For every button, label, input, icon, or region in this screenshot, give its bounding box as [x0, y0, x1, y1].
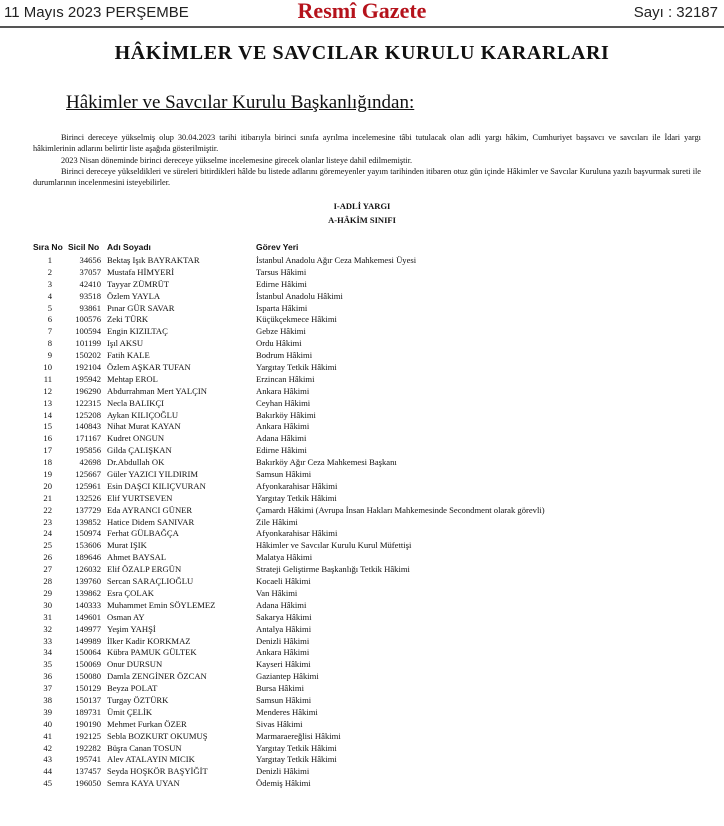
row-number: 17	[43, 445, 52, 456]
person-name: Fatih KALE	[107, 350, 150, 361]
registry-number: 150080	[75, 671, 101, 682]
person-name: Büşra Canan TOSUN	[107, 742, 182, 753]
row-number: 42	[43, 742, 52, 753]
table-row	[0, 505, 724, 517]
registry-number: 149989	[75, 635, 101, 646]
table-row	[0, 303, 724, 315]
duty-station: Ordu Hâkimi	[256, 338, 302, 349]
row-number: 1	[47, 255, 52, 265]
row-number: 2	[47, 266, 52, 277]
person-name: Pınar GÜR SAVAR	[107, 302, 175, 313]
row-number: 45	[43, 778, 52, 789]
table-row	[0, 493, 724, 505]
row-number: 10	[43, 362, 52, 373]
registry-number: 140843	[75, 421, 101, 432]
table-row	[0, 552, 724, 564]
duty-station: Adana Hâkimi	[256, 599, 307, 610]
issue-number: Sayı : 32187	[633, 4, 718, 21]
registry-number: 122315	[75, 397, 101, 408]
person-name: Yeşim YAHŞİ	[107, 623, 156, 634]
table-row	[0, 517, 724, 529]
table-row	[0, 564, 724, 576]
table-row	[0, 766, 724, 778]
registry-number: 42410	[79, 278, 101, 289]
duty-station: Afyonkarahisar Hâkimi	[256, 528, 338, 539]
table-row	[0, 528, 724, 540]
registry-number: 100594	[75, 326, 101, 337]
page-title: HÂKİMLER VE SAVCILAR KURULU KARARLARI	[114, 42, 610, 64]
registry-number: 189731	[75, 706, 101, 717]
table-row	[0, 291, 724, 303]
row-number: 37	[43, 683, 52, 694]
row-number: 13	[43, 397, 52, 408]
person-name: Tayyar ZÜMRÜT	[107, 278, 170, 289]
duty-station: Kocaeli Hâkimi	[256, 576, 311, 587]
person-name: Seyda HOŞKÖR BAŞYİĞİT	[107, 766, 208, 777]
registry-number: 192125	[75, 730, 101, 741]
column-header-sira: Sıra No	[33, 242, 63, 252]
registry-number: 150069	[75, 659, 101, 670]
person-name: Esra ÇOLAK	[107, 587, 155, 598]
duty-station: Ceyhan Hâkimi	[256, 397, 311, 408]
column-header-sicil: Sicil No	[68, 242, 100, 252]
registry-number: 137729	[75, 504, 101, 515]
person-name: Murat IŞIK	[107, 540, 147, 551]
registry-number: 125667	[75, 469, 101, 480]
row-number: 28	[43, 576, 52, 587]
registry-number: 190190	[75, 718, 101, 729]
person-name: Bektaş Işık BAYRAKTAR	[107, 255, 200, 265]
duty-station: Gaziantep Hâkimi	[256, 671, 319, 682]
row-number: 43	[43, 754, 52, 765]
person-name: Kudret ONGUN	[107, 433, 165, 444]
person-name: Ferhat GÜLBAĞÇA	[107, 528, 179, 539]
table-row	[0, 707, 724, 719]
registry-number: 139760	[75, 576, 101, 587]
table-row	[0, 255, 724, 267]
registry-number: 192282	[75, 742, 101, 753]
column-header-name: Adı Soyadı	[107, 242, 151, 252]
duty-station: Adana Hâkimi	[256, 433, 307, 444]
registry-number: 195741	[75, 754, 101, 765]
registry-number: 139862	[75, 587, 101, 598]
duty-station: Bodrum Hâkimi	[256, 350, 313, 361]
duty-station: Antalya Hâkimi	[256, 623, 312, 634]
duty-station: Sivas Hâkimi	[256, 718, 303, 729]
row-number: 44	[43, 766, 52, 777]
row-number: 16	[43, 433, 52, 444]
row-number: 11	[43, 373, 52, 384]
table-row	[0, 410, 724, 422]
person-name: Eda AYRANCI GÜNER	[107, 504, 193, 515]
duty-station: Isparta Hâkimi	[256, 302, 308, 313]
duty-station: Ankara Hâkimi	[256, 647, 310, 658]
person-name: Damla ZENGİNER ÖZCAN	[107, 671, 207, 682]
duty-station: Yargıtay Tetkik Hâkimi	[256, 742, 337, 753]
person-name: Alev ATALAYIN MICIK	[107, 754, 195, 765]
row-number: 22	[43, 504, 52, 515]
table-row	[0, 267, 724, 279]
registry-number: 192104	[75, 362, 101, 373]
duty-station: Bursa Hâkimi	[256, 683, 304, 694]
duty-station: Samsun Hâkimi	[256, 469, 312, 480]
duty-station: Kayseri Hâkimi	[256, 659, 311, 670]
row-number: 12	[43, 385, 52, 396]
registry-number: 137457	[75, 766, 101, 777]
row-number: 18	[43, 457, 52, 468]
registry-number: 189646	[75, 552, 101, 563]
duty-station: Zile Hâkimi	[256, 516, 298, 527]
issue-date: 11 Mayıs 2023 PERŞEMBE	[4, 4, 189, 21]
row-number: 20	[43, 480, 52, 491]
person-name: Beyza POLAT	[107, 683, 158, 694]
table-row	[0, 778, 724, 790]
person-name: Işıl AKSU	[107, 338, 144, 349]
person-name: Mustafa HİMYERİ	[107, 266, 175, 277]
table-row	[0, 279, 724, 291]
subsection-heading: A-HÂKİM SINIFI	[328, 215, 396, 225]
row-number: 3	[47, 278, 52, 289]
person-name: Esin DAŞCI KILIÇVURAN	[107, 480, 206, 491]
row-number: 15	[43, 421, 52, 432]
section-heading: I-ADLİ YARGI	[333, 201, 391, 211]
duty-station: Ödemiş Hâkimi	[256, 778, 311, 789]
table-header	[0, 242, 724, 254]
duty-station: Bakırköy Hâkimi	[256, 409, 316, 420]
table-row	[0, 754, 724, 766]
duty-station: Marmaraereğlisi Hâkimi	[256, 730, 341, 741]
registry-number: 150974	[75, 528, 101, 539]
table-row	[0, 362, 724, 374]
table-row	[0, 731, 724, 743]
table-row	[0, 612, 724, 624]
person-name: Engin KIZILTAÇ	[107, 326, 168, 337]
gazette-header	[0, 0, 724, 26]
row-number: 6	[47, 314, 52, 325]
table-row	[0, 445, 724, 457]
duty-station: Edirne Hâkimi	[256, 445, 307, 456]
table-row	[0, 588, 724, 600]
table-row	[0, 338, 724, 350]
institution-subtitle: Hâkimler ve Savcılar Kurulu Başkanlığından:	[66, 92, 415, 113]
registry-number: 149601	[75, 611, 101, 622]
person-name: Ahmet BAYSAL	[107, 552, 167, 563]
row-number: 8	[47, 338, 52, 349]
gazette-name: Resmî Gazete	[297, 0, 427, 23]
duty-station: Denizli Hâkimi	[256, 635, 310, 646]
registry-number: 196290	[75, 385, 101, 396]
table-row	[0, 719, 724, 731]
duty-station: Strateji Geliştirme Başkanlığı Tetkik Hâkimi	[256, 564, 410, 575]
registry-number: 150064	[75, 647, 101, 658]
row-number: 38	[43, 694, 52, 705]
person-name: Turgay ÖZTÜRK	[107, 694, 169, 705]
row-number: 32	[43, 623, 52, 634]
row-number: 35	[43, 659, 52, 670]
table-row	[0, 647, 724, 659]
table-row	[0, 457, 724, 469]
registry-number: 125208	[75, 409, 101, 420]
duty-station: Edirne Hâkimi	[256, 278, 307, 289]
row-number: 24	[43, 528, 52, 539]
person-name: Özlem AŞKAR TUFAN	[107, 362, 191, 373]
duty-station: Yargıtay Tetkik Hâkimi	[256, 754, 337, 765]
registry-number: 34656	[79, 255, 101, 265]
duty-station: Van Hâkimi	[256, 587, 298, 598]
table-row	[0, 374, 724, 386]
judge-table	[0, 255, 724, 790]
duty-station: Küçükçekmece Hâkimi	[256, 314, 337, 325]
registry-number: 37057	[79, 266, 101, 277]
row-number: 40	[43, 718, 52, 729]
row-number: 25	[43, 540, 52, 551]
registry-number: 126032	[75, 564, 101, 575]
person-name: Mehtap EROL	[107, 373, 158, 384]
duty-station: Denizli Hâkimi	[256, 766, 310, 777]
person-name: Hatice Didem SANIVAR	[107, 516, 195, 527]
duty-station: Gebze Hâkimi	[256, 326, 306, 337]
registry-number: 171167	[75, 433, 101, 444]
person-name: Özlem YAYLA	[107, 290, 161, 301]
registry-number: 195942	[75, 373, 101, 384]
row-number: 19	[43, 469, 52, 480]
person-name: Osman AY	[107, 611, 145, 622]
row-number: 29	[43, 587, 52, 598]
note-paragraph: 2023 Nisan döneminde birinci dereceye yükselme incelemesine girecek olanlar listeye dahil edilmemiştir.	[61, 156, 413, 165]
person-name: Gilda ÇALIŞKAN	[107, 445, 172, 456]
table-row	[0, 540, 724, 552]
duty-station: Hâkimler ve Savcılar Kurulu Kurul Müfettişi	[256, 540, 412, 551]
registry-number: 150137	[75, 694, 101, 705]
registry-number: 100576	[75, 314, 101, 325]
table-row	[0, 421, 724, 433]
row-number: 21	[43, 492, 52, 503]
person-name: Kübra PAMUK GÜLTEK	[107, 647, 197, 658]
person-name: Elif ÖZALP ERGÜN	[107, 564, 182, 575]
column-header-duty: Görev Yeri	[256, 242, 299, 252]
duty-station: Ankara Hâkimi	[256, 421, 310, 432]
duty-station: Menderes Hâkimi	[256, 706, 318, 717]
person-name: Zeki TÜRK	[107, 314, 149, 325]
registry-number: 195856	[75, 445, 101, 456]
person-name: Nihat Murat KAYAN	[107, 421, 181, 432]
row-number: 36	[43, 671, 52, 682]
table-row	[0, 398, 724, 410]
duty-station: İstanbul Anadolu Ağır Ceza Mahkemesi Üyesi	[256, 255, 417, 265]
person-name: Ümit ÇELİK	[107, 706, 153, 717]
registry-number: 150129	[75, 683, 101, 694]
duty-station: İstanbul Anadolu Hâkimi	[256, 290, 343, 301]
registry-number: 93518	[79, 290, 101, 301]
person-name: Semra KAYA UYAN	[107, 778, 180, 789]
person-name: Muhammet Emin SÖYLEMEZ	[107, 599, 216, 610]
registry-number: 149977	[75, 623, 101, 634]
row-number: 14	[43, 409, 52, 420]
person-name: Güler YAZICI YILDIRIM	[107, 469, 199, 480]
registry-number: 196050	[75, 778, 101, 789]
registry-number: 93861	[79, 302, 101, 313]
table-row	[0, 350, 724, 362]
table-row	[0, 659, 724, 671]
registry-number: 140333	[75, 599, 101, 610]
duty-station: Yargıtay Tetkik Hâkimi	[256, 362, 337, 373]
person-name: Sercan SARAÇLIOĞLU	[107, 576, 194, 587]
registry-number: 150202	[75, 350, 101, 361]
person-name: Sebla BOZKURT OKUMUŞ	[107, 730, 208, 741]
duty-station: Afyonkarahisar Hâkimi	[256, 480, 338, 491]
row-number: 26	[43, 552, 52, 563]
table-row	[0, 433, 724, 445]
duty-station: Yargıtay Tetkik Hâkimi	[256, 492, 337, 503]
application-paragraph: Birinci dereceye yükseldikleri ve süreleri bitirdikleri hâlde bu listede adlarını göremeyenler yayım tarihinden itibaren otuz gün içinde Hâkimler ve Savcılar Kuruluna yazılı başvurmak sureti ile durumlarının incelenmesini isteyebilirler.	[33, 167, 701, 187]
person-name: Aykan KILIÇOĞLU	[107, 409, 179, 420]
row-number: 33	[43, 635, 52, 646]
row-number: 9	[47, 350, 52, 361]
duty-station: Malatya Hâkimi	[256, 552, 313, 563]
registry-number: 139852	[75, 516, 101, 527]
row-number: 27	[43, 564, 52, 575]
duty-station: Tarsus Hâkimi	[256, 266, 307, 277]
table-row	[0, 576, 724, 588]
duty-station: Ankara Hâkimi	[256, 385, 310, 396]
person-name: Necla BALIKÇI	[107, 397, 165, 408]
registry-number: 125961	[75, 480, 101, 491]
table-row	[0, 636, 724, 648]
registry-number: 101199	[75, 338, 101, 349]
row-number: 4	[47, 290, 52, 301]
row-number: 30	[43, 599, 52, 610]
person-name: Mehmet Furkan ÖZER	[107, 718, 187, 729]
table-row	[0, 743, 724, 755]
row-number: 41	[43, 730, 52, 741]
person-name: Abdurrahman Mert YALÇIN	[107, 385, 207, 396]
duty-station: Samsun Hâkimi	[256, 694, 312, 705]
duty-station: Sakarya Hâkimi	[256, 611, 312, 622]
person-name: Dr.Abdullah OK	[107, 457, 165, 468]
header-divider	[0, 26, 724, 28]
registry-number: 42698	[79, 457, 101, 468]
table-row	[0, 481, 724, 493]
duty-station: Erzincan Hâkimi	[256, 373, 315, 384]
row-number: 34	[43, 647, 52, 658]
row-number: 23	[43, 516, 52, 527]
table-row	[0, 695, 724, 707]
person-name: İlker Kadir KORKMAZ	[107, 635, 191, 646]
duty-station: Bakırköy Ağır Ceza Mahkemesi Başkanı	[256, 457, 397, 468]
registry-number: 153606	[75, 540, 101, 551]
row-number: 5	[47, 302, 52, 313]
table-row	[0, 624, 724, 636]
duty-station: Çamardı Hâkimi (Avrupa İnsan Hakları Mahkemesinde Secondment olarak görevli)	[256, 504, 545, 515]
table-row	[0, 314, 724, 326]
registry-number: 132526	[75, 492, 101, 503]
table-row	[0, 326, 724, 338]
row-number: 7	[47, 326, 52, 337]
table-row	[0, 600, 724, 612]
row-number: 39	[43, 706, 52, 717]
intro-paragraph: Birinci dereceye yükselmiş olup 30.04.2023 tarihi itibarıyla birinci sınıfa ayrılma incelemesine tâbi tutulacak olan adli yargı hâkim, Cumhuriyet başsavcı ve savcıları ile İdari yargı hâkimlerinin adlarını belirtir liste aşağıda gösterilmiştir.	[33, 133, 701, 153]
row-number: 31	[43, 611, 52, 622]
table-row	[0, 386, 724, 398]
person-name: Onur DURSUN	[107, 659, 163, 670]
person-name: Elif YURTSEVEN	[107, 492, 173, 503]
table-row	[0, 683, 724, 695]
table-row	[0, 469, 724, 481]
table-row	[0, 671, 724, 683]
